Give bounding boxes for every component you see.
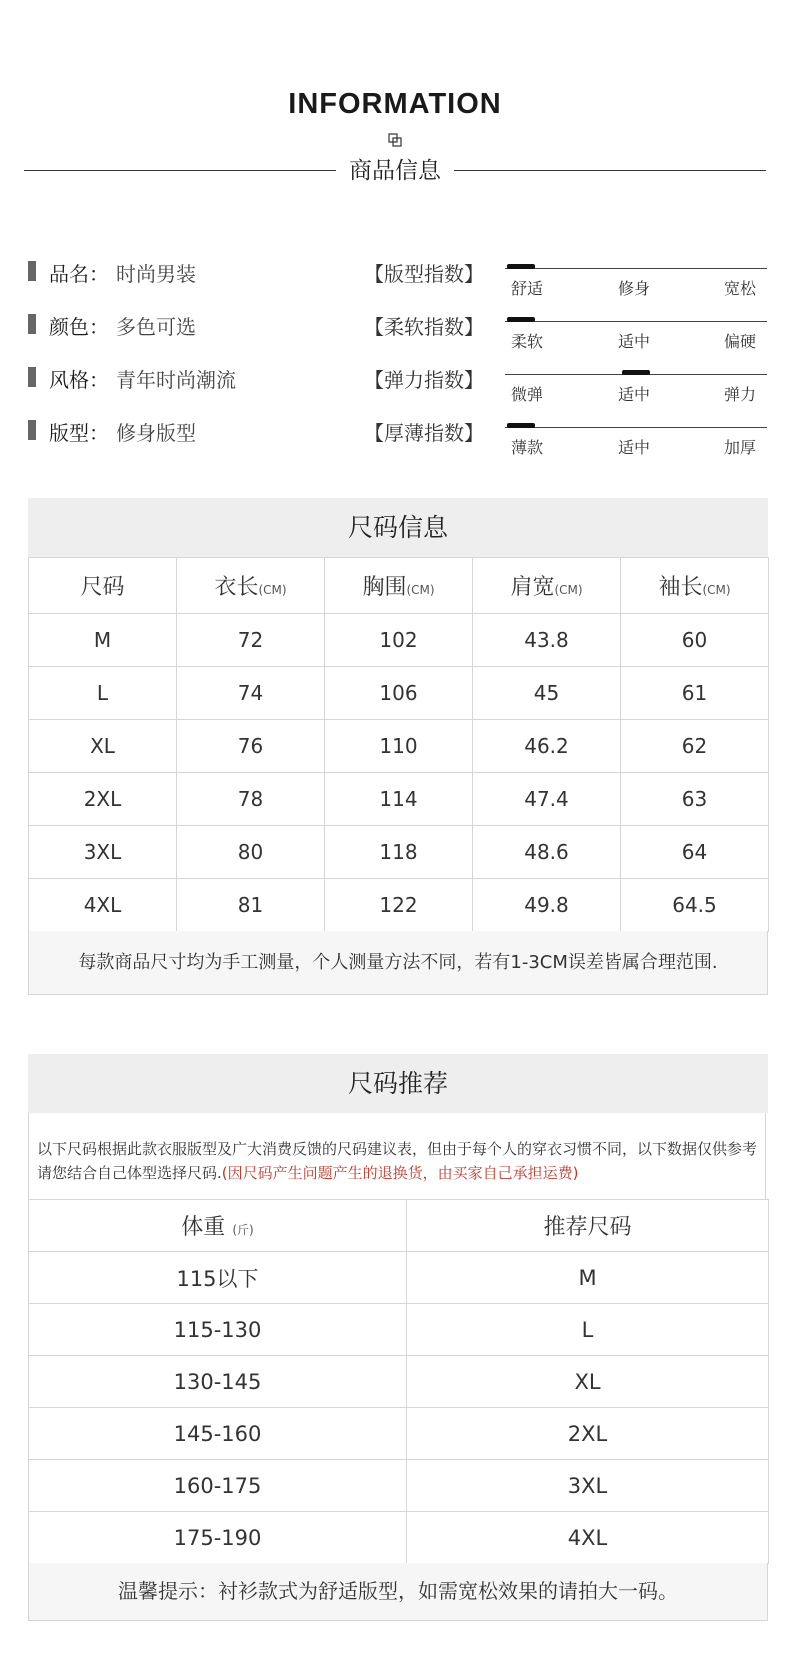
recommend-description [28,1113,766,1199]
table-header-row [29,1200,769,1252]
scale-label-high: 宽松 [724,279,757,298]
cell: 3XL [407,1460,769,1512]
cell: 115-130 [29,1304,407,1356]
size-recommend-title: 尺码推荐 [28,1054,768,1113]
cell: 175-190 [29,1512,407,1564]
cell: 46.2 [473,720,621,773]
header-cell-weight: 体重 (斤) [29,1200,407,1252]
cell: 61 [621,667,769,720]
info-value: 多色可选 [116,315,196,339]
info-label: 版型： [49,421,109,445]
index-title-thickness: 【厚薄指数】 [364,421,484,445]
scale-line [505,321,767,322]
info-value: 时尚男装 [116,262,196,286]
cell: 160-175 [29,1460,407,1512]
info-value: 青年时尚潮流 [116,368,236,392]
bullet-bar [28,314,36,334]
divider-right [454,170,766,171]
scale-label-low: 舒适 [511,279,544,298]
index-scale-softness [505,311,767,351]
cell: 114 [325,773,473,826]
scale-line [505,268,767,269]
recommend-warning: (因尺码产生问题产生的退换货，由买家自己承担运费) [221,1164,579,1182]
table-row [29,826,769,879]
cell: 4XL [29,879,177,932]
scale-label-low: 柔软 [511,332,544,351]
cell: 145-160 [29,1408,407,1460]
table-header-row [29,558,769,614]
cell: 72 [177,614,325,667]
table-row [29,1304,769,1356]
cell: 115以下 [29,1252,407,1304]
overlapping-squares-icon [388,133,402,147]
scale-label-low: 薄款 [511,438,544,457]
scale-label-mid: 适中 [618,385,651,404]
index-scale-elasticity [505,364,767,404]
cell: M [29,614,177,667]
cell: L [29,667,177,720]
cell: 2XL [29,773,177,826]
table-row [29,773,769,826]
cell: 122 [325,879,473,932]
cell: 64 [621,826,769,879]
bullet-bar [28,261,36,281]
header-cell-recommended: 推荐尺码 [407,1200,769,1252]
table-row [29,1356,769,1408]
header-cell-chest: 胸围(CM) [325,558,473,614]
cell: 3XL [29,826,177,879]
cell: 81 [177,879,325,932]
index-scale-fit [505,258,767,298]
size-recommend-table [28,1199,769,1564]
table-row [29,1252,769,1304]
table-row [29,879,769,932]
header-cell-sleeve: 袖长(CM) [621,558,769,614]
cell: 110 [325,720,473,773]
section-subtitle: 商品信息 [349,158,441,184]
header-cell-size: 尺码 [29,558,177,614]
cell: 45 [473,667,621,720]
cell: 118 [325,826,473,879]
scale-marker [507,423,535,428]
table-row [29,614,769,667]
scale-label-high: 弹力 [724,385,757,404]
scale-marker [507,317,535,322]
table-row [29,667,769,720]
cell: 102 [325,614,473,667]
table-row [29,1512,769,1564]
cell: 106 [325,667,473,720]
scale-marker [507,264,535,269]
cell: 62 [621,720,769,773]
bullet-bar [28,367,36,387]
cell: 49.8 [473,879,621,932]
cell: L [407,1304,769,1356]
table-row [29,720,769,773]
cell: 48.6 [473,826,621,879]
size-info-title: 尺码信息 [28,498,768,557]
scale-label-mid: 修身 [618,279,651,298]
cell: 60 [621,614,769,667]
info-label: 品名： [49,262,109,286]
size-note: 每款商品尺寸均为手工测量，个人测量方法不同，若有1-3CM误差皆属合理范围. [28,931,768,995]
cell: 63 [621,773,769,826]
cell: 4XL [407,1512,769,1564]
info-label: 颜色： [49,315,109,339]
header-cell-shoulder: 肩宽(CM) [473,558,621,614]
cell: 2XL [407,1408,769,1460]
size-info-table [28,557,769,932]
bullet-bar [28,420,36,440]
scale-line [505,427,767,428]
cell: 78 [177,773,325,826]
cell: 47.4 [473,773,621,826]
scale-label-mid: 适中 [618,332,651,351]
info-value: 修身版型 [116,421,196,445]
cell: XL [407,1356,769,1408]
info-label: 风格： [49,368,109,392]
table-row [29,1408,769,1460]
divider-left [24,170,336,171]
table-row [29,1460,769,1512]
cell: 74 [177,667,325,720]
page-title: INFORMATION [288,88,502,120]
index-scale-thickness [505,417,767,457]
scale-label-mid: 适中 [618,438,651,457]
index-title-elasticity: 【弹力指数】 [364,368,484,392]
scale-label-high: 加厚 [724,438,757,457]
recommend-text: 以下尺码根据此款衣服版型及广大消费反馈的尺码建议表，但由于每个人的穿衣习惯不同，以下数据仅供参考请您结合自己体型选择尺码. [37,1140,758,1182]
cell: 43.8 [473,614,621,667]
recommend-tip: 温馨提示：衬衫款式为舒适版型，如需宽松效果的请拍大一码。 [28,1563,768,1621]
cell: 76 [177,720,325,773]
cell: 130-145 [29,1356,407,1408]
scale-label-low: 微弹 [511,385,544,404]
cell: M [407,1252,769,1304]
scale-label-high: 偏硬 [724,332,757,351]
header-cell-length: 衣长(CM) [177,558,325,614]
cell: XL [29,720,177,773]
cell: 64.5 [621,879,769,932]
index-title-fit: 【版型指数】 [364,262,484,286]
scale-marker [622,370,650,375]
cell: 80 [177,826,325,879]
index-title-softness: 【柔软指数】 [364,315,484,339]
